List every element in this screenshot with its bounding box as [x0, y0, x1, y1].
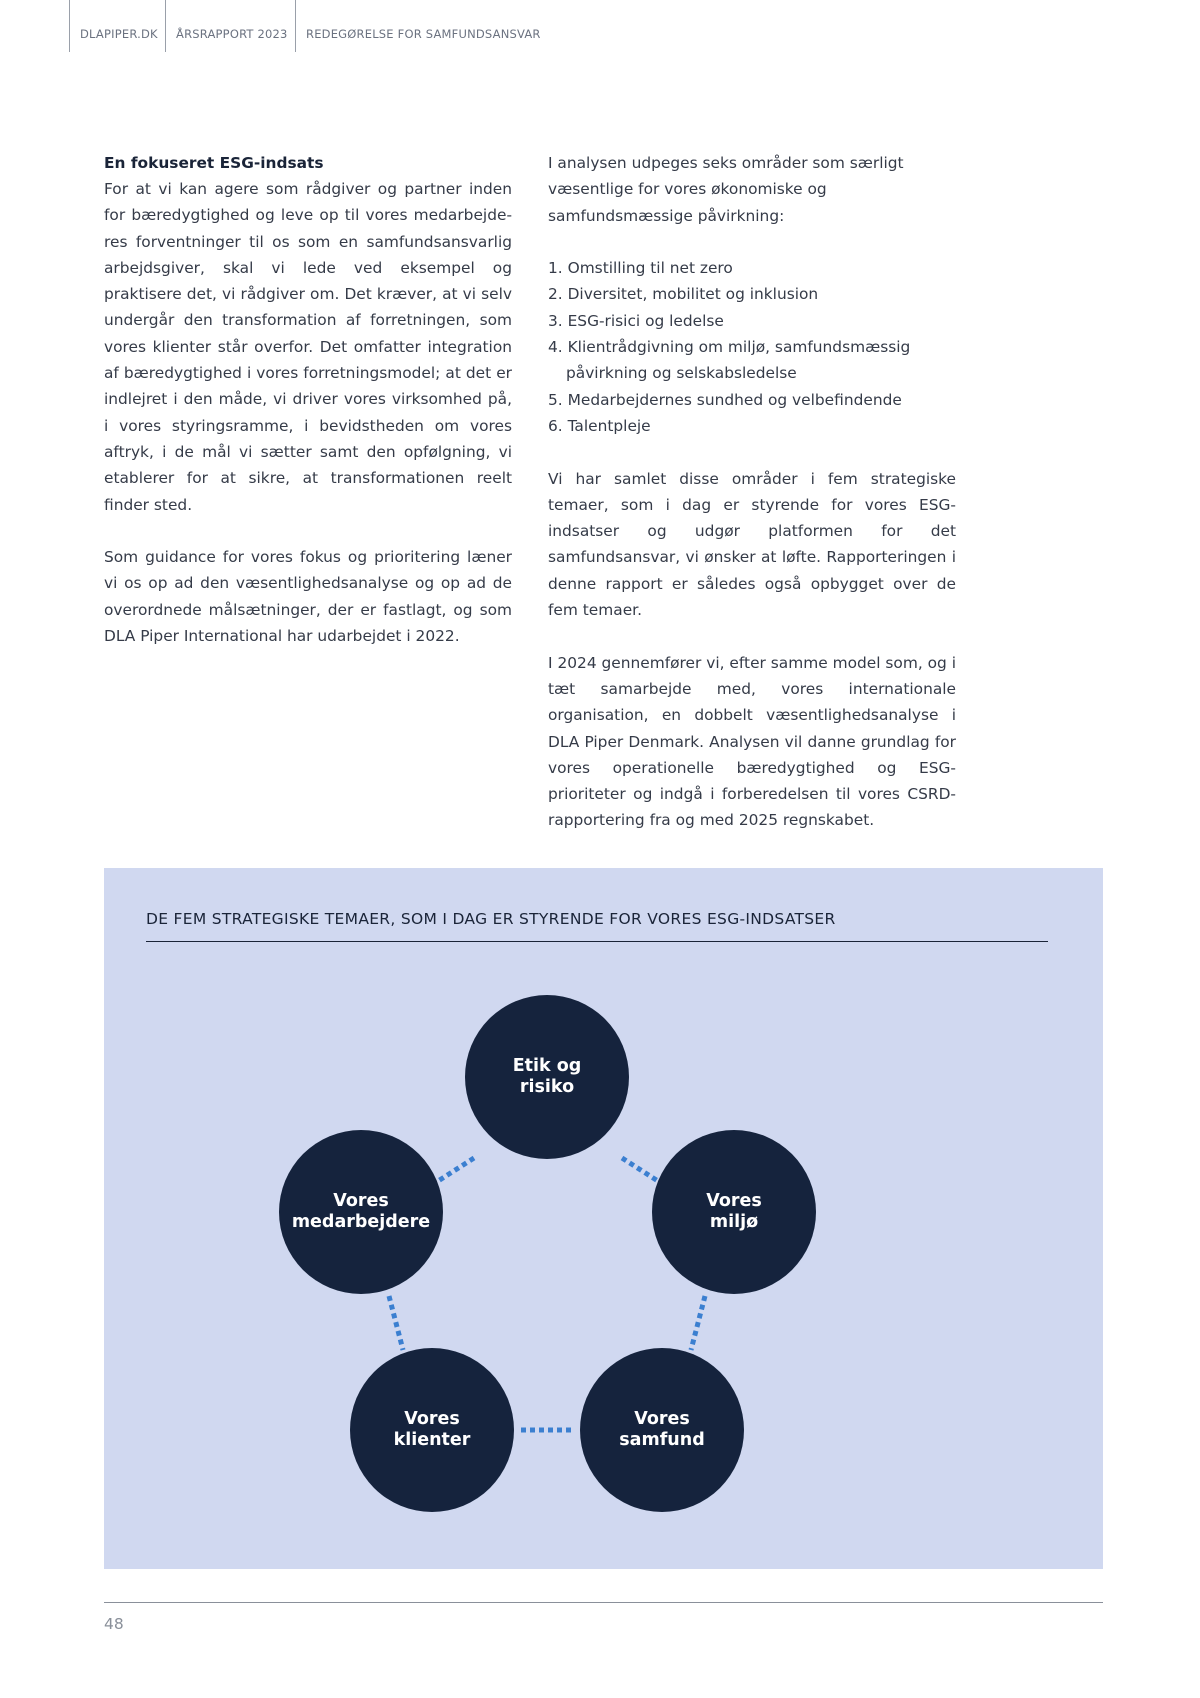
theme-label-clients-line1: Vores	[404, 1409, 460, 1429]
header-section: REDEGØRELSE FOR SAMFUNDSANSVAR	[295, 0, 555, 52]
footer-divider	[104, 1602, 1103, 1603]
theme-label-ethics-line1: Etik og	[512, 1056, 582, 1076]
connector-employees-clients	[389, 1296, 403, 1350]
left-paragraph-2: Som guidance for vores fokus og prioritering læner vi os op ad den væsentlighedsanalyse og op ad de overordnede målsætninger, der er fastlagt, og som DLA Piper International har udarbejdet i 2022.	[104, 548, 512, 646]
right-paragraph-2: Vi har samlet disse områder i fem strategiske temaer, som i dag er styrende for vores ESG-indsatser og udgør platformen for det samfundsansvar, vi ønsker at løfte. Rapporteringen i denne rapport er således også opbygget over de fem temaer.	[548, 469, 956, 620]
section-heading: En fokuseret ESG-indsats	[104, 154, 324, 172]
theme-label-society-line2: samfund	[619, 1430, 705, 1450]
theme-label-employees-line1: Vores	[333, 1191, 389, 1211]
list-item: 6. Talentpleje	[548, 416, 651, 435]
connector-ethics-employees	[435, 1158, 474, 1183]
left-paragraph-1: For at vi kan agere som rådgiver og partner inden for bæredygtighed og leve op til vores medarbejderes forventninger til os som en samfundsansvarlig arbejdsgiver, skal vi lede ved eksempel og praktisere det, vi rådgiver om. Det kræver, at vi selv undergår den transformation af forretningen, som vores klienter står overfor. Det omfatter integration af bæredygtighed i vores forretningsmodel; at det er indlejret i den måde, vi driver vores virksomhed på, i vores styringsramme, i bevidstheden om vores aftryk, i de mål vi sætter samt den opfølgning, vi etablerer for at sikre, at transformationen reelt finder sted.	[104, 180, 512, 514]
theme-label-environment-line2: miljø	[709, 1212, 759, 1232]
page-number: 48	[104, 1615, 124, 1633]
list-item: 2. Diversitet, mobilitet og inklusion	[548, 285, 819, 304]
right-paragraph-3: I 2024 gennemfører vi, efter samme model som, og i tæt samarbejde med, vores internationale organisation, en dobbelt væsentlighedsanalyse i DLA Piper Denmark. Analysen vil danne grundlag for vores operationelle bæredygtighed og ESG-prioriteter og indgå i forberedelsen til vores CSRD-rapportering fra og med 2025 regnskabet.	[548, 653, 956, 830]
list-item: 1. Omstilling til net zero	[548, 259, 733, 278]
theme-label-ethics-line2: risiko	[519, 1077, 575, 1097]
theme-label-society-line1: Vores	[634, 1409, 690, 1429]
themes-panel	[104, 868, 1103, 1569]
right-column	[548, 150, 956, 834]
header-report: ÅRSRAPPORT 2023	[165, 0, 295, 52]
list-item: 3. ESG-risici og ledelse	[548, 311, 724, 330]
header-site: DLAPIPER.DK	[69, 0, 165, 52]
themes-diagram	[104, 868, 1103, 1569]
connector-ethics-environment	[622, 1158, 661, 1183]
theme-label-clients-line2: klienter	[393, 1430, 471, 1450]
list-item: 5. Medarbejdernes sundhed og velbefindende	[548, 390, 902, 409]
theme-label-employees-line2: medarbejdere	[291, 1212, 431, 1232]
connector-environment-society	[691, 1296, 705, 1350]
right-intro: I analysen udpeges seks områder som særligt væsentlige for vores økonomiske og samfundsmæssige påvirkning:	[548, 154, 904, 225]
priority-list	[548, 255, 956, 439]
theme-label-environment-line1: Vores	[706, 1191, 762, 1211]
left-column	[104, 150, 512, 649]
list-item: 4. Klientrådgivning om miljø, samfundsmæssig påvirkning og selskabsledelse	[548, 338, 911, 383]
panel-title: DE FEM STRATEGISKE TEMAER, SOM I DAG ER STYRENDE FOR VORES ESG-INDSATSER	[146, 910, 1048, 942]
